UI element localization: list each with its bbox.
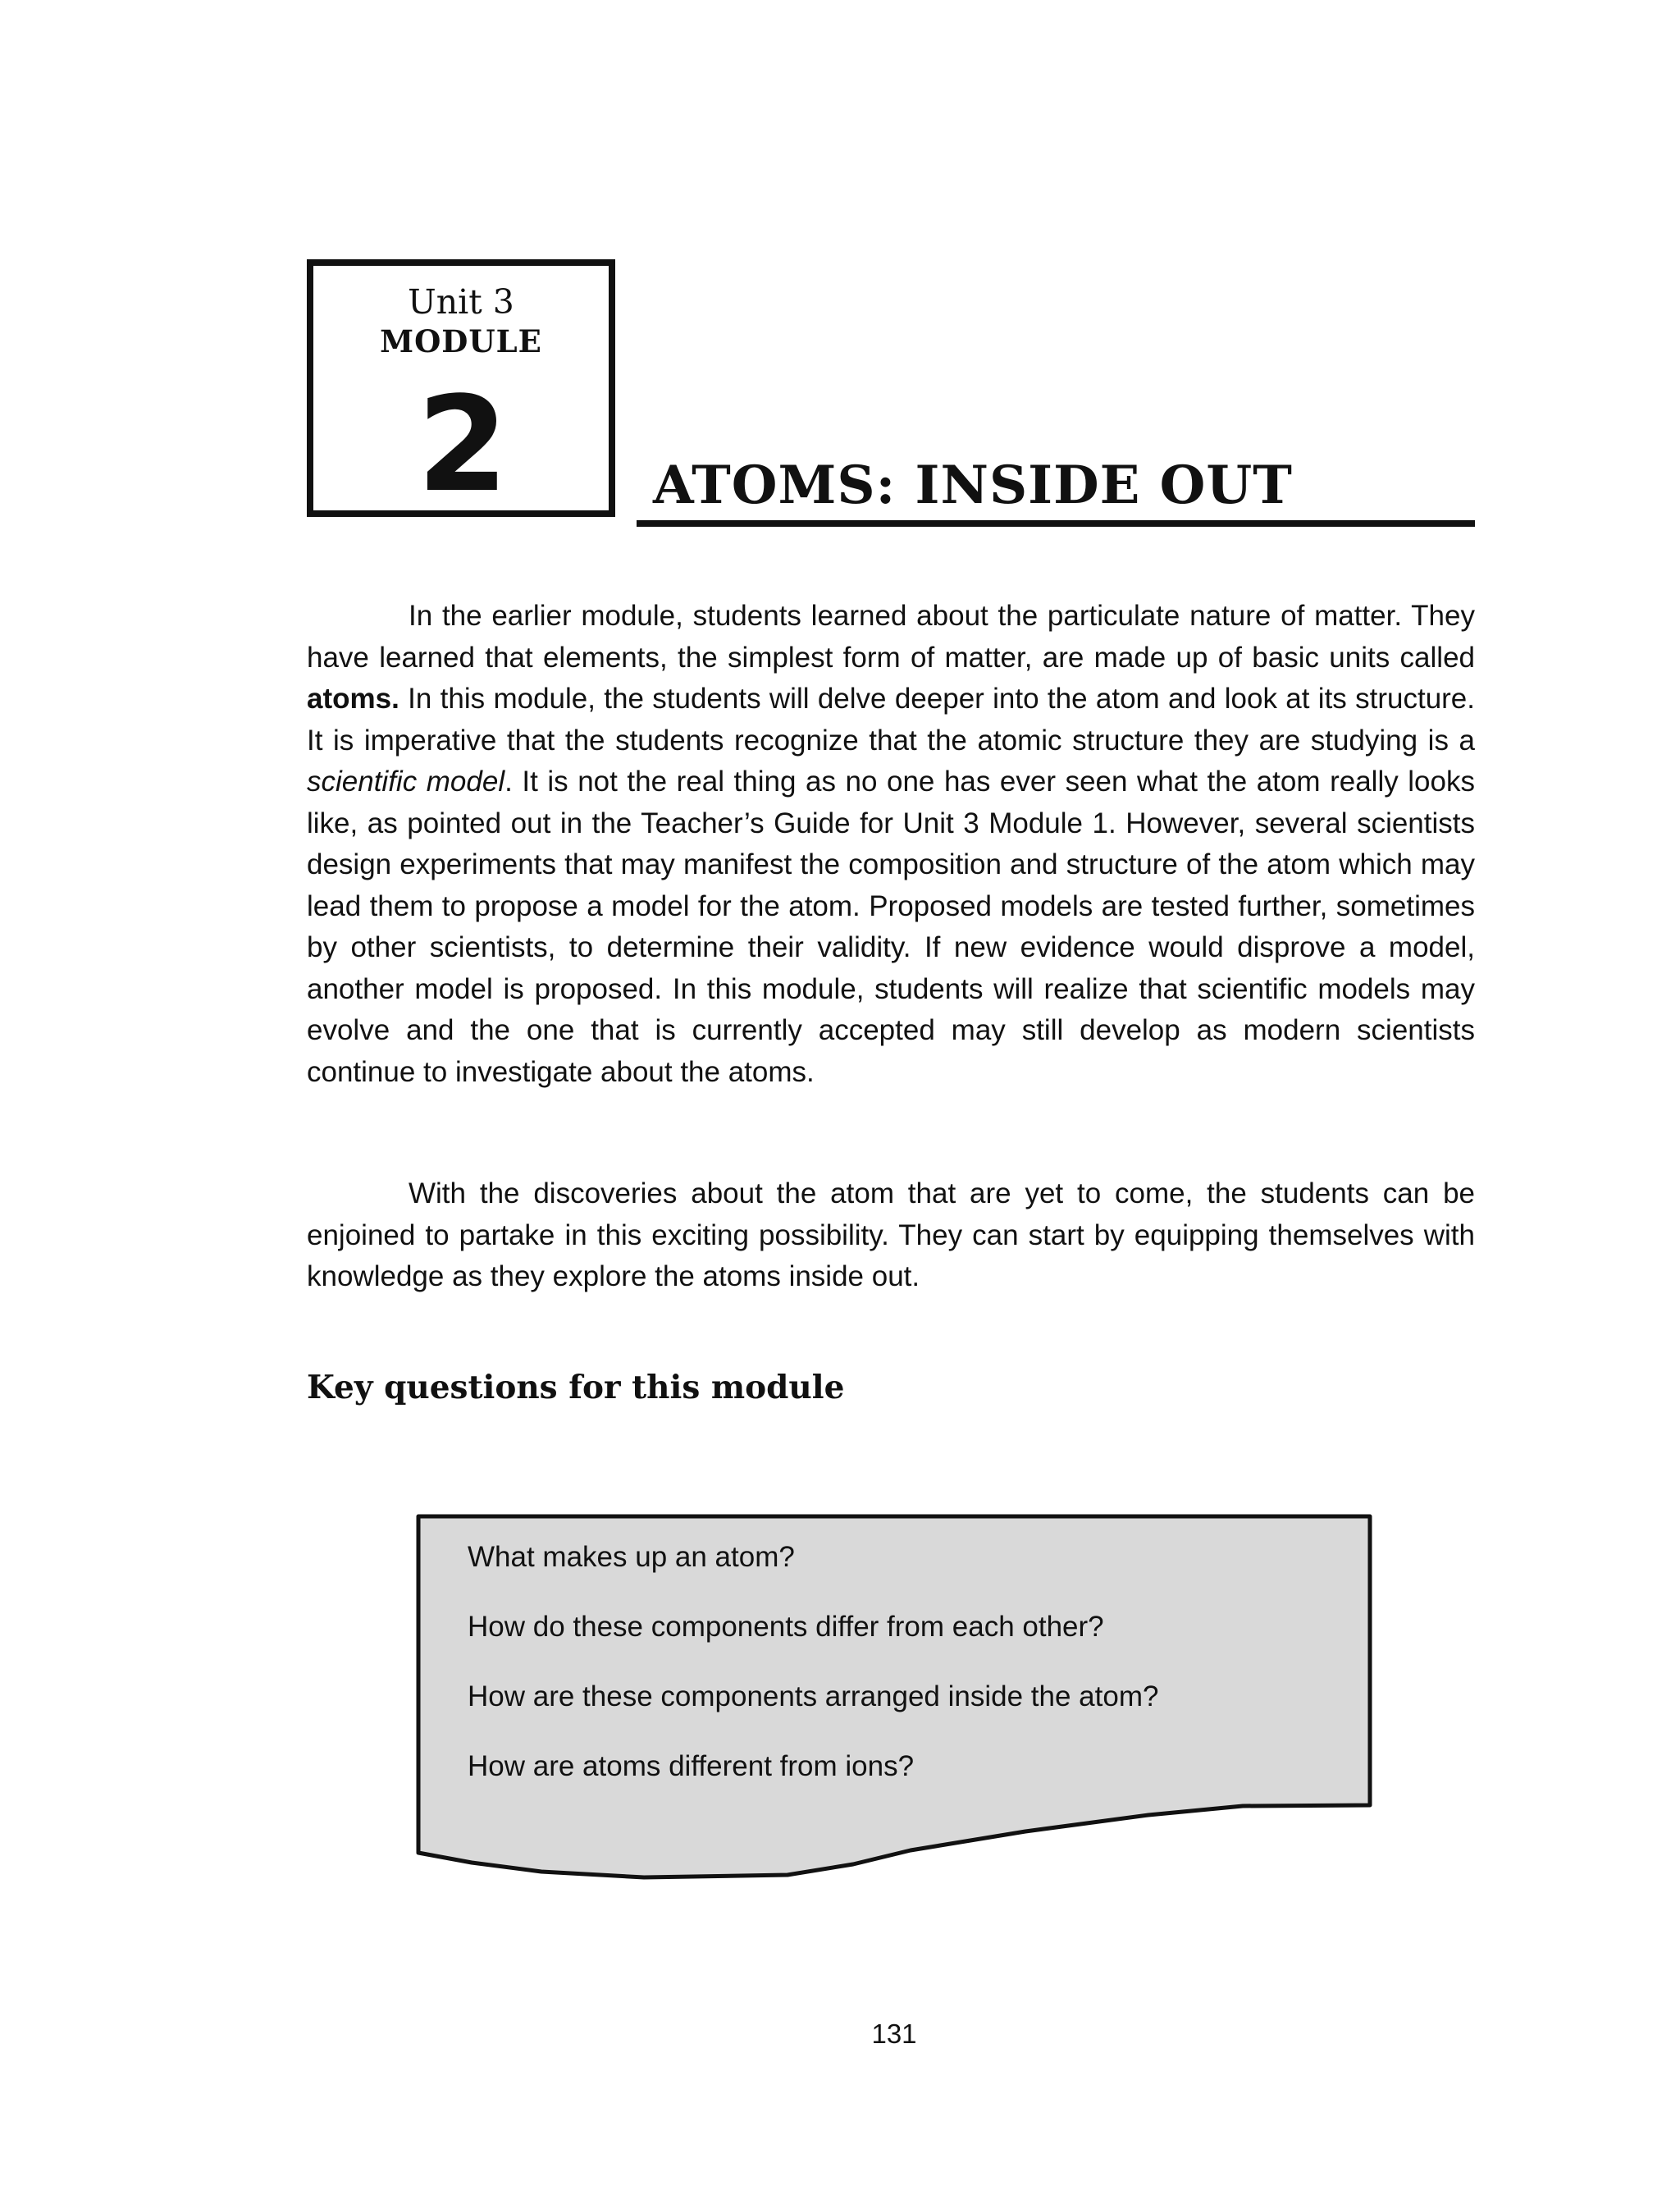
key-question-item: What makes up an atom? (468, 1541, 795, 1573)
module-number: 2 (417, 368, 505, 521)
key-question-item: How are these components arranged inside the atom? (468, 1680, 1159, 1712)
key-question-item: How are atoms different from ions? (468, 1750, 915, 1782)
key-questions-list (468, 1543, 1158, 1822)
intro-text-segment: In the earlier module, students learned about the particulate nature of matter. They have learned that elements, the simplest form of matter, are made up of basic units called (307, 600, 1475, 674)
page-number: 131 (871, 2019, 917, 2049)
intro-text-segment: In this module, the students will delve deeper into the atom and look at its structure. It is imperative that the students recognize that the atomic structure they are studying is a (307, 683, 1475, 757)
unit-label: Unit 3 (408, 282, 514, 322)
term-atoms: atoms. (307, 683, 399, 715)
key-questions-heading: Key questions for this module (307, 1369, 845, 1406)
key-question-item: How do these components differ from each other? (468, 1611, 1104, 1643)
intro-paragraph-2: With the discoveries about the atom that are yet to come, the students can be enjoined to partake in this exciting possibility. They can start by equipping themselves with knowledge as they explore the atoms inside out. (307, 1177, 1475, 1292)
intro-text-segment: . It is not the real thing as no one has ever seen what the atom really looks like, as pointed out in the Teacher’s Guide for Unit 3 Module 1. However, several scientists design experiments that may manifest the composition and structure of the atom which may lead them to propose a model for the atom. Proposed models are tested further, sometimes by other scientists, to determine their validity. If new evidence would disprove a model, another model is proposed. In this module, students will realize that scientific models may evolve and the one that is currently accepted may still develop as modern scientists continue to investigate about the atoms. (307, 766, 1475, 1088)
module-label: MODULE (380, 323, 542, 359)
page-title: ATOMS: INSIDE OUT (653, 455, 1293, 516)
term-scientific-model: scientific model (307, 766, 505, 798)
